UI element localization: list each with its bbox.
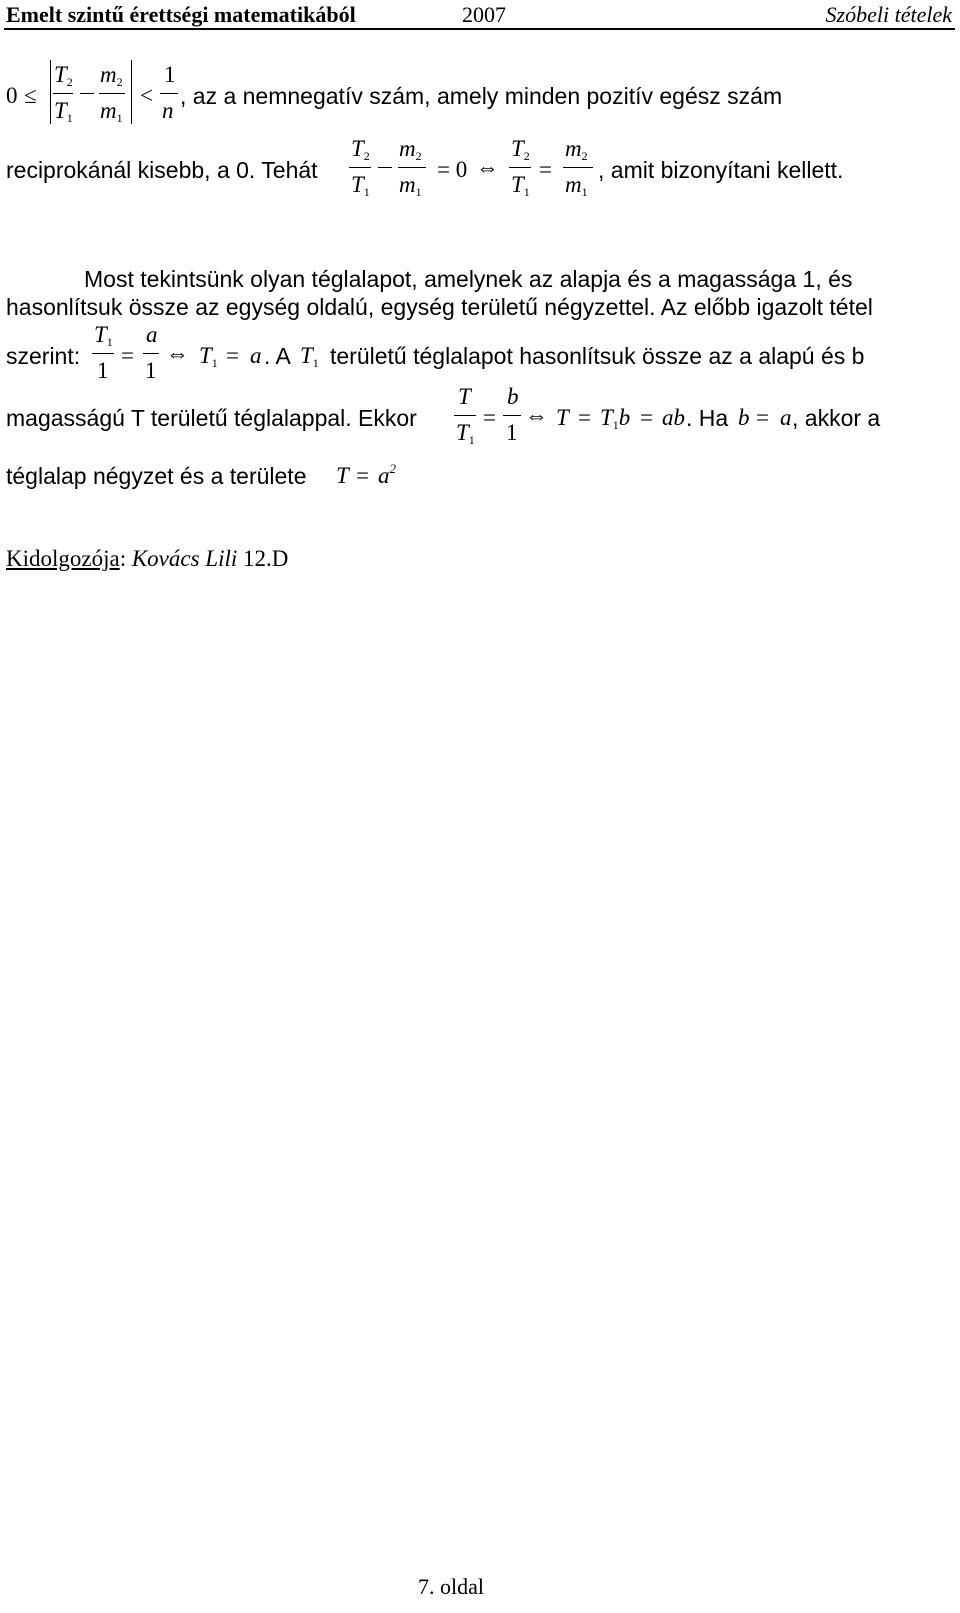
zero: 0	[6, 83, 18, 108]
text-line: , az a nemnegatív szám, amely minden pozitív egész szám	[180, 83, 783, 109]
text-line: . Ha	[686, 405, 729, 431]
text-line: . A	[264, 343, 291, 369]
leq-sign: ≤	[24, 83, 37, 108]
fraction-bar	[563, 167, 593, 168]
text-line: területű téglalapot hasonlítsuk össze az a alapú és b	[330, 343, 865, 369]
frac-num: T2	[54, 62, 73, 89]
fraction-bar	[143, 353, 159, 354]
fraction-bar	[509, 167, 531, 168]
iff-arrow: ⇔	[476, 155, 499, 180]
author-name: Kovács Lili	[131, 546, 238, 571]
frac-num: T2	[351, 136, 370, 163]
frac-num: T1	[94, 322, 113, 349]
header-year: 2007	[462, 2, 506, 27]
equals-sign: =	[578, 405, 591, 430]
equals-sign: =	[539, 157, 552, 182]
frac-den: m1	[565, 172, 588, 199]
author-label: Kidolgozója	[6, 546, 120, 571]
text-line: hasonlítsuk össze az egység oldalú, egység területű négyzettel. Az előbb igazolt tétel	[6, 294, 873, 320]
frac-den: m1	[399, 172, 422, 199]
text-line: reciprokánál kisebb, a 0. Tehát	[6, 157, 318, 183]
math-a-squared: $a^2$	[378, 461, 396, 488]
frac-den: n	[162, 98, 174, 123]
frac-den: T1	[351, 172, 370, 199]
fraction-bar	[398, 167, 426, 168]
math-T: T	[336, 463, 349, 488]
author-line	[6, 546, 288, 572]
equals-sign: =	[756, 405, 769, 430]
equals-zero: = 0	[437, 157, 468, 182]
frac-den: 1	[506, 420, 518, 445]
text-line: magasságú T területű téglalappal. Ekkor	[6, 405, 417, 431]
frac-den: 1	[97, 358, 109, 383]
fraction-bar	[92, 353, 114, 354]
author-class: 12.D	[243, 546, 289, 571]
equals-sign: =	[356, 463, 369, 488]
page-number: 7. oldal	[418, 1574, 484, 1599]
text-line: , akkor a	[792, 405, 881, 431]
header-title: Emelt szintű érettségi matematikából	[6, 2, 356, 27]
fraction-bar	[454, 415, 476, 416]
frac-num: T	[458, 384, 471, 409]
fraction-bar	[53, 93, 73, 94]
frac-num: m2	[100, 62, 123, 89]
frac-num: m2	[399, 136, 422, 163]
equals-sign: =	[640, 405, 653, 430]
author-colon: :	[119, 546, 127, 571]
math-T1: T1	[199, 343, 218, 370]
frac-den: T1	[456, 420, 475, 447]
iff-arrow: ⇔	[525, 403, 548, 428]
equals-sign: =	[121, 343, 134, 368]
fraction-bar	[99, 93, 125, 94]
math-T1: T1	[300, 343, 319, 370]
fraction-bar	[503, 415, 521, 416]
text-line: Most tekintsünk olyan téglalapot, amelynek az alapja és a magassága 1, és	[84, 266, 853, 292]
page-header	[4, 0, 955, 30]
math-ab: ab	[662, 405, 685, 430]
math-T: T	[556, 405, 569, 430]
math-a: a	[780, 405, 792, 430]
lt-sign: <	[140, 83, 153, 108]
text-line: téglalap négyzet és a területe	[6, 463, 307, 489]
fraction-bar	[160, 93, 178, 94]
frac-num: b	[507, 384, 519, 409]
frac-den: T1	[511, 172, 530, 199]
text-line: szerint:	[6, 343, 81, 369]
equals-sign: =	[483, 405, 496, 430]
frac-den: T1	[54, 98, 73, 125]
text-line: , amit bizonyítani kellett.	[598, 157, 844, 183]
math-T1b: T1b	[600, 405, 631, 432]
math-a: a	[250, 343, 262, 368]
frac-num: a	[146, 322, 158, 347]
abs-bar-right	[131, 60, 132, 124]
abs-bar-left	[50, 60, 51, 124]
equals-sign: =	[226, 343, 239, 368]
frac-num: 1	[164, 62, 176, 87]
frac-den: m1	[100, 98, 123, 125]
math-b: b	[738, 405, 750, 430]
iff-arrow: ⇔	[166, 341, 189, 366]
frac-den: 1	[145, 358, 157, 383]
frac-num: T2	[511, 136, 530, 163]
header-subject: Szóbeli tételek	[825, 2, 952, 27]
frac-num: m2	[565, 136, 588, 163]
minus-sign	[80, 93, 94, 94]
minus-sign	[378, 167, 392, 168]
fraction-bar	[349, 167, 371, 168]
